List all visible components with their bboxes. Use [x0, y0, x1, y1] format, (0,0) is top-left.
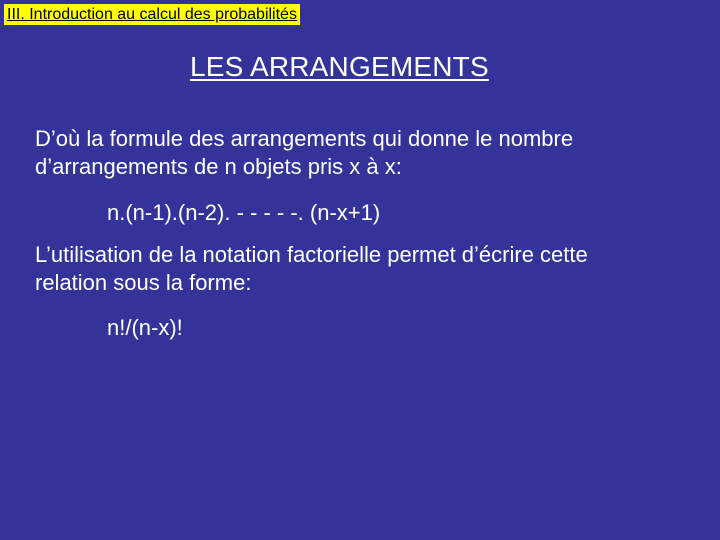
- paragraph-line: L’utilisation de la notation factorielle permet d’écrire cette: [35, 242, 588, 267]
- paragraph-line: d’arrangements de n objets pris x à x:: [35, 154, 402, 179]
- paragraph-formula-intro: [35, 125, 675, 181]
- paragraph-line: D’où la formule des arrangements qui donne le nombre: [35, 126, 574, 151]
- header-label: III. Introduction au calcul des probabilités: [4, 4, 300, 25]
- paragraph-factorial-intro: [35, 241, 675, 297]
- formula-arrangements-factorial: n!/(n-x)!: [107, 315, 183, 340]
- formula-arrangements-product: n.(n-1).(n-2). - - - - -. (n-x+1): [107, 200, 381, 225]
- paragraph-line: relation sous la forme:: [35, 270, 252, 295]
- slide-title: LES ARRANGEMENTS: [190, 51, 489, 82]
